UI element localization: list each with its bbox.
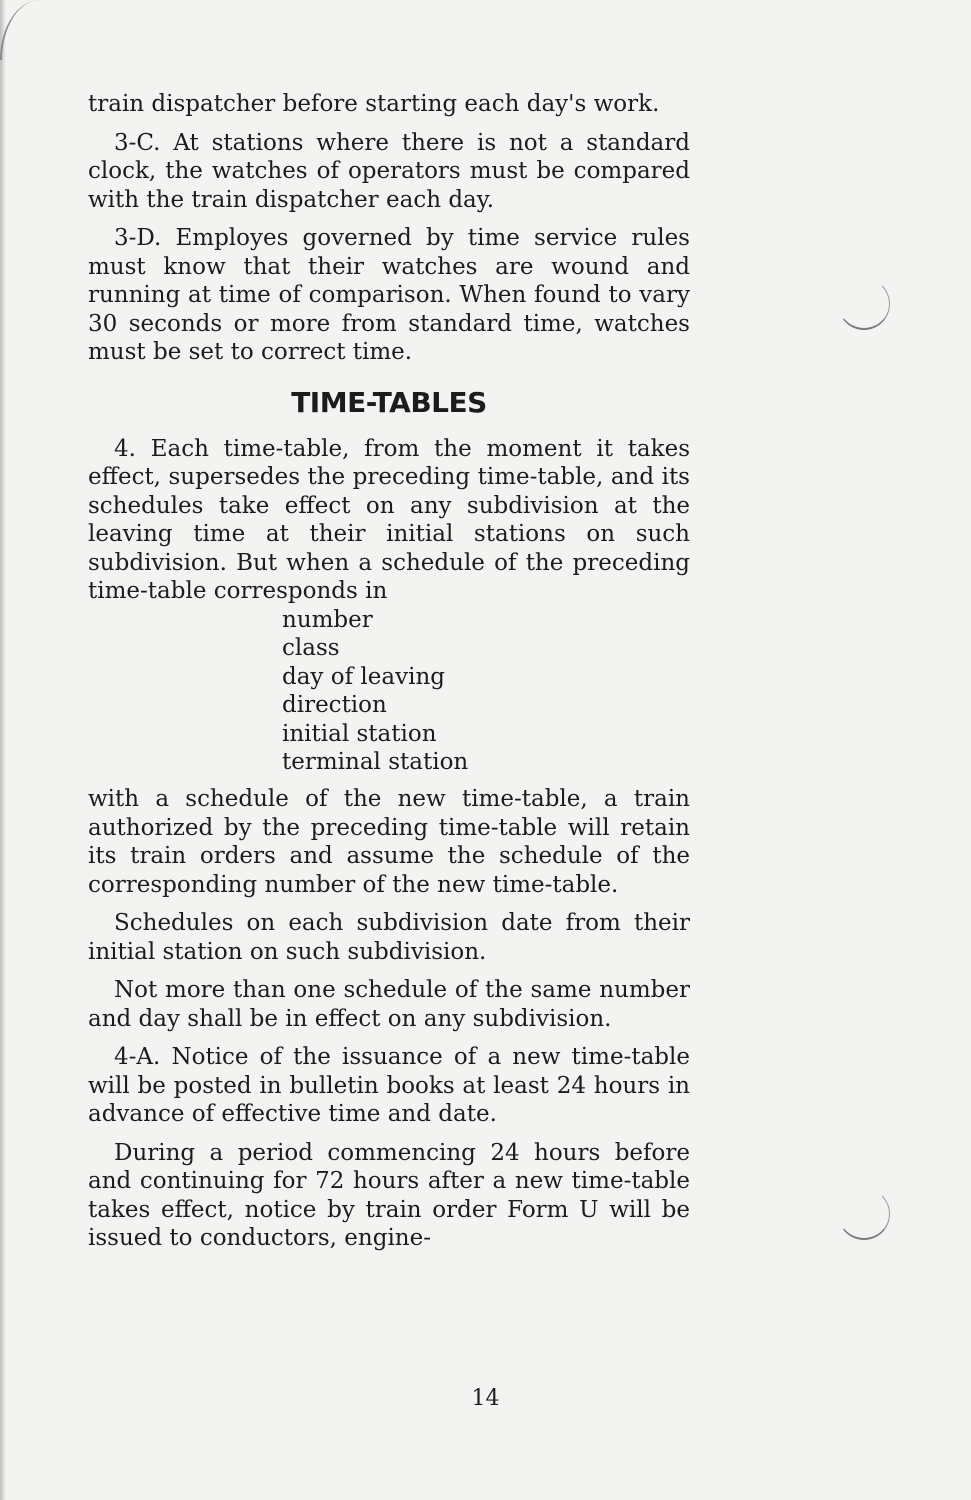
rule-4-paragraph: 4. Each time-table, from the moment it takes effect, supersedes the preceding time-table, and its schedules take effect on any subdivision at the leaving time at their initial stations on such subdivision. But when a schedule of the preceding time-table corresponds in [88,435,690,604]
paragraph-continuation: train dispatcher before starting each day's work. [88,91,660,117]
punch-hole-lower [838,1188,890,1240]
notice-period-paragraph: During a period commencing 24 hours before and continuing for 72 hours after a new time-table takes effect, notice by train order Form U will be issued to conductors, engine- [88,1139,690,1252]
schedule-limit-paragraph: Not more than one schedule of the same number and day shall be in effect on any subdivision. [88,977,690,1032]
page-corner-curl [0,0,42,60]
rule-3c-paragraph: 3-C. At stations where there is not a standard clock, the watches of operators must be compared with the train dispatcher each day. [88,129,690,213]
list-item: direction [282,692,387,719]
list-item: class [282,635,340,662]
schedules-paragraph: Schedules on each subdivision date from their initial station on such subdivision. [88,910,690,965]
rule-3d-paragraph: 3-D. Employes governed by time service rules must know that their watches are wound and running at time of comparison. When found to vary 30 seconds or more from standard time, watches must be set to correct time. [88,225,690,365]
list-item: number [282,606,373,633]
rule-4-continuation: with a schedule of the new time-table, a train authorized by the preceding time-table will retain its train orders and assume the schedule of the corresponding number of the new time-table. [88,786,690,898]
page-body [88,90,690,1263]
list-item: initial station [282,720,437,747]
list-item: day of leaving [282,663,445,690]
punch-hole-upper [838,278,890,330]
correspondence-list [282,606,690,778]
rule-4a-paragraph: 4-A. Notice of the issuance of a new time-table will be posted in bulletin books at least 24 hours in advance of effective time and date. [88,1044,690,1128]
list-item: terminal station [282,749,469,776]
page-edge [0,0,6,1500]
page-number: 14 [471,1386,500,1411]
section-heading-time-tables: TIME-TABLES [291,385,487,419]
